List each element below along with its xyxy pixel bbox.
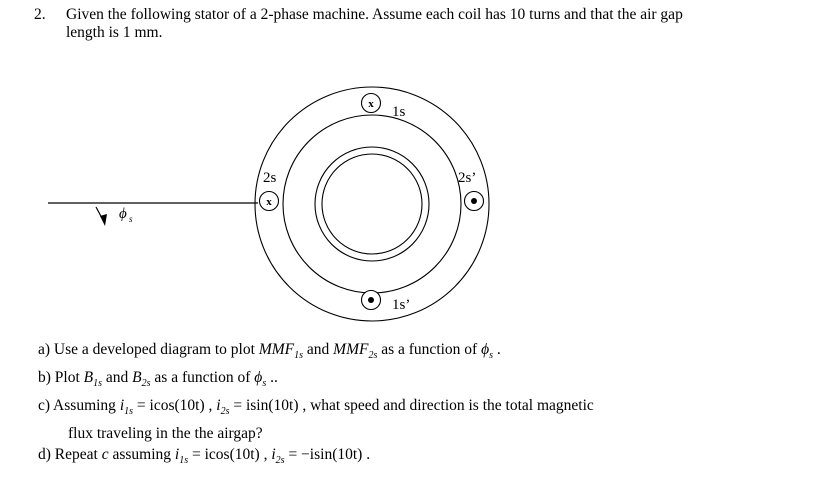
question-b-b-symbol-1: B — [83, 369, 94, 386]
question-b-sub-2s: 2s — [141, 378, 151, 389]
question-c — [38, 397, 594, 415]
question-b — [38, 369, 278, 387]
question-a-sub-1s: 1s — [294, 350, 304, 361]
question-c-i-symbol-2: i — [216, 397, 221, 414]
question-d-subscript-1 — [179, 455, 188, 466]
problem-text-line-2: length is 1 mm. — [66, 24, 163, 41]
question-a-mmf-subscript-1 — [294, 350, 303, 361]
question-d — [38, 446, 370, 464]
question-c-equation-1: = icos(10t) , — [133, 397, 217, 414]
coil-2s-prime-dot-icon — [471, 198, 477, 204]
coil-2s-prime-label: 2s’ — [458, 170, 477, 186]
coil-1s-label: 1s — [392, 104, 406, 120]
problem-text-line-1: Given the following stator of a 2-phase machine. Assume each coil has 10 turns and that the air gap — [66, 6, 683, 23]
question-d-assuming: assuming — [108, 446, 175, 463]
rotor-outer-circle — [315, 147, 429, 261]
phi-subscript: s — [129, 214, 133, 224]
question-a-prefix: a) Use a developed diagram to plot — [38, 341, 259, 358]
question-d-subscript-2 — [276, 455, 285, 466]
question-a-sub-2s: 2s — [368, 350, 378, 361]
coil-1s-prime-dot-icon — [368, 297, 374, 303]
stator-outer-circle — [255, 87, 489, 321]
question-c-equation-2: = isin(10t) , what speed and direction is the total magnetic — [229, 397, 594, 414]
question-a-suffix: as a function of — [377, 341, 482, 358]
question-d-equation-1: = icos(10t) , — [188, 446, 272, 463]
question-a-and: and — [303, 341, 334, 358]
phi-symbol: ϕ — [119, 206, 127, 222]
question-a-mmf-symbol-2: MMF — [333, 341, 369, 358]
question-d-sub-1s: 1s — [179, 455, 189, 466]
question-c-subscript-1 — [124, 406, 133, 417]
question-c-prefix: c) Assuming — [38, 397, 120, 414]
question-c-sub-1s: 1s — [124, 406, 134, 417]
question-a-phi-sub: s — [489, 350, 494, 361]
question-b-b-symbol-2: B — [132, 369, 142, 386]
question-b-phi-sub: s — [262, 378, 267, 389]
question-d-i-symbol-2: i — [271, 446, 276, 463]
question-a-mmf-symbol-1: MMF — [258, 341, 295, 358]
question-d-prefix: d) Repeat — [38, 446, 102, 463]
question-b-sub-1s: 1s — [93, 378, 103, 389]
question-d-c-symbol: c — [101, 446, 109, 463]
question-b-subscript-2 — [142, 378, 151, 389]
question-c-line-2: flux traveling in the the airgap? — [68, 425, 263, 442]
question-a-end: . — [493, 341, 501, 358]
question-c-i-symbol-1: i — [119, 397, 125, 414]
coil-1s-prime-label: 1s’ — [392, 297, 411, 313]
question-d-sub-2s: 2s — [275, 455, 285, 466]
question-b-suffix: as a function of — [150, 369, 255, 386]
question-d-i-symbol-1: i — [174, 446, 180, 463]
question-b-and: and — [102, 369, 133, 386]
question-b-end: .. — [266, 369, 278, 386]
problem-number: 2. — [34, 6, 46, 23]
phi-arrow-head — [100, 214, 107, 226]
question-c-sub-2s: 2s — [220, 406, 230, 417]
question-a — [38, 341, 501, 359]
stator-inner-circle — [283, 115, 461, 293]
rotor-inner-circle — [322, 154, 422, 254]
question-d-equation-2: = −isin(10t) . — [284, 446, 371, 463]
question-a-phi: ϕ — [481, 341, 490, 358]
coil-1s-cross-icon: x — [368, 98, 374, 110]
question-b-phi: ϕ — [254, 369, 263, 386]
question-b-subscript-1 — [93, 378, 102, 389]
coil-2s-cross-icon: x — [266, 196, 272, 208]
coil-2s-label: 2s — [263, 170, 277, 186]
question-b-prefix: b) Plot — [38, 369, 84, 386]
